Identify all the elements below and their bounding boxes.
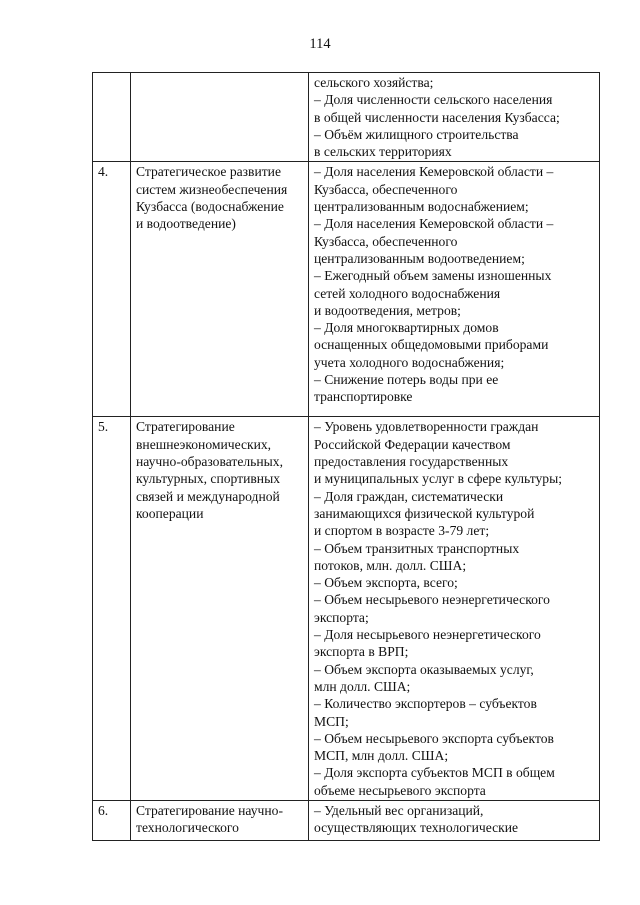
indicator-line: – Доля граждан, систематически bbox=[314, 488, 504, 504]
indicator-line: занимающихся физической культурой bbox=[314, 505, 535, 521]
indicator-line: в общей численности населения Кузбасса; bbox=[314, 109, 560, 125]
indicator-line: – Удельный вес организаций, bbox=[314, 803, 484, 819]
indicator-line: – Доля населения Кемеровской области – bbox=[314, 216, 554, 232]
row-title-line: Стратегирование научно- bbox=[136, 803, 283, 819]
row-number-cell bbox=[93, 162, 131, 417]
row-number-cell bbox=[93, 417, 131, 801]
strategy-table bbox=[92, 72, 600, 841]
indicator-line: экспорта в ВРП; bbox=[314, 644, 409, 660]
indicator-line: учета холодного водоснабжения; bbox=[314, 354, 505, 370]
row-title-line: Стратегирование bbox=[136, 419, 235, 435]
row-title-cell bbox=[131, 162, 309, 417]
indicator-line: потоков, млн. долл. США; bbox=[314, 557, 467, 573]
indicator-line: и спортом в возрасте 3-79 лет; bbox=[314, 523, 490, 539]
row-title-line: кооперации bbox=[136, 505, 204, 521]
indicator-line: предоставления государственных bbox=[314, 454, 509, 470]
indicator-line: Российской Федерации качеством bbox=[314, 436, 511, 452]
table-row bbox=[93, 417, 600, 801]
page-number: 114 bbox=[309, 36, 331, 52]
indicator-line: экспорта; bbox=[314, 609, 369, 625]
indicator-line: в сельских территориях bbox=[314, 144, 452, 160]
indicator-line: и муниципальных услуг в сфере культуры; bbox=[314, 471, 562, 487]
row-title-line: связей и международной bbox=[136, 488, 280, 504]
indicator-line: сетей холодного водоснабжения bbox=[314, 285, 501, 301]
indicator-line: – Объём жилищного строительства bbox=[314, 126, 519, 142]
row-indicators-cell bbox=[309, 801, 600, 841]
indicator-line: – Доля населения Кемеровской области – bbox=[314, 164, 554, 180]
indicator-line: млн долл. США; bbox=[314, 678, 411, 694]
indicator-line: – Доля многоквартирных домов bbox=[314, 320, 499, 336]
indicator-line: сельского хозяйства; bbox=[314, 75, 434, 90]
indicator-line: – Уровень удовлетворенности граждан bbox=[314, 419, 539, 435]
indicator-line: централизованным водоотведением; bbox=[314, 250, 525, 266]
row-title-line: научно-образовательных, bbox=[136, 454, 283, 470]
row-title-cell bbox=[131, 801, 309, 841]
indicator-line: – Доля численности сельского населения bbox=[314, 92, 553, 108]
indicator-line: централизованным водоснабжением; bbox=[314, 199, 529, 215]
row-number: 5. bbox=[98, 419, 109, 435]
row-number-cell bbox=[93, 801, 131, 841]
row-indicators-cell bbox=[309, 417, 600, 801]
indicator-line: объеме несырьевого экспорта bbox=[314, 782, 486, 798]
row-indicators-cell bbox=[309, 162, 600, 417]
indicator-line: оснащенных общедомовыми приборами bbox=[314, 337, 549, 353]
row-number-cell bbox=[93, 73, 131, 162]
row-title-cell bbox=[131, 73, 309, 162]
indicator-line: МСП, млн долл. США; bbox=[314, 748, 449, 764]
row-title-line: Кузбасса (водоснабжение bbox=[136, 199, 284, 215]
indicator-line: – Доля экспорта субъектов МСП в общем bbox=[314, 765, 555, 781]
indicator-line: – Объем экспорта, всего; bbox=[314, 575, 458, 591]
row-number: 4. bbox=[98, 164, 109, 180]
indicator-line: – Объем несырьевого неэнергетического bbox=[314, 592, 550, 608]
indicator-line: – Количество экспортеров – субъектов bbox=[314, 696, 537, 712]
indicator-line: – Ежегодный объем замены изношенных bbox=[314, 268, 552, 284]
indicator-line: – Доля несырьевого неэнергетического bbox=[314, 627, 541, 643]
indicator-line: МСП; bbox=[314, 713, 349, 729]
indicator-line: транспортировке bbox=[314, 389, 413, 405]
table-row bbox=[93, 73, 600, 162]
table-row bbox=[93, 801, 600, 841]
row-number: 6. bbox=[98, 803, 109, 819]
row-title-line: систем жизнеобеспечения bbox=[136, 181, 288, 197]
indicator-line: – Объем экспорта оказываемых услуг, bbox=[314, 661, 534, 677]
indicator-line: осуществляющих технологические bbox=[314, 820, 519, 836]
indicator-line: Кузбасса, обеспеченного bbox=[314, 181, 458, 197]
indicator-line: – Объем транзитных транспортных bbox=[314, 540, 520, 556]
indicator-line: и водоотведения, метров; bbox=[314, 302, 461, 318]
row-title-line: внешнеэкономических, bbox=[136, 436, 272, 452]
row-title-line: технологического bbox=[136, 820, 239, 836]
row-title-line: и водоотведение) bbox=[136, 216, 236, 232]
indicator-line: – Снижение потерь воды при ее bbox=[314, 372, 499, 388]
row-title-line: культурных, спортивных bbox=[136, 471, 280, 487]
table-row bbox=[93, 162, 600, 417]
indicator-line: – Объем несырьевого экспорта субъектов bbox=[314, 730, 554, 746]
row-title-line: Стратегическое развитие bbox=[136, 164, 281, 180]
indicator-line: Кузбасса, обеспеченного bbox=[314, 233, 458, 249]
row-title-cell bbox=[131, 417, 309, 801]
row-indicators-cell bbox=[309, 73, 600, 162]
